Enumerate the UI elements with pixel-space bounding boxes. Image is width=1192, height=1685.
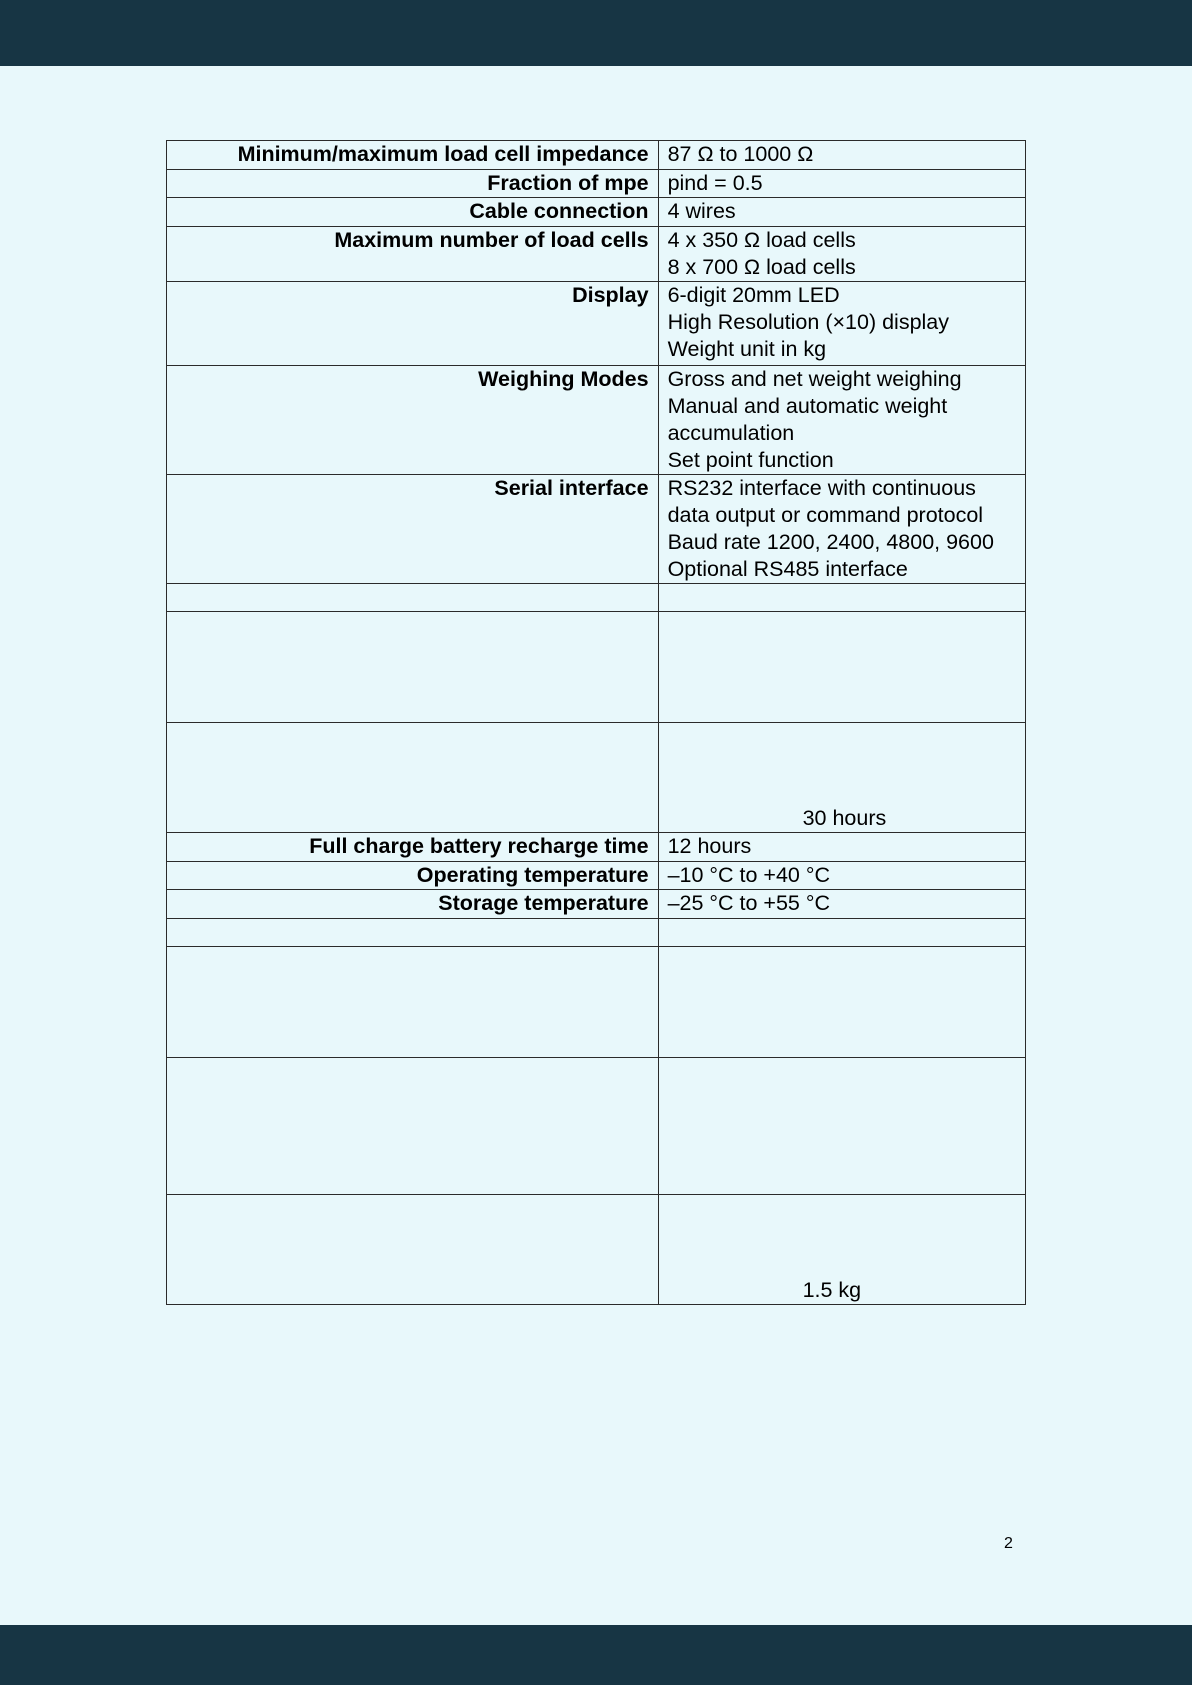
spec-value: pind = 0.5 <box>658 170 1025 198</box>
empty-cell <box>658 1058 1025 1195</box>
spec-label: Full charge battery recharge time <box>167 833 659 862</box>
spec-value: 87 Ω to 1000 Ω <box>658 141 1025 170</box>
spec-label: Storage temperature <box>167 890 659 919</box>
table-row <box>167 890 1026 919</box>
spec-label: Fraction of mpe <box>167 170 659 198</box>
footer-bar <box>0 1625 1192 1685</box>
value-line: Manual and automatic weight accumulation <box>667 394 948 445</box>
empty-cell <box>658 584 1025 612</box>
table-row <box>167 947 1026 1058</box>
table-row <box>167 282 1026 366</box>
spec-label: Weighing Modes <box>167 366 659 475</box>
table-row <box>167 475 1026 584</box>
empty-cell <box>658 612 1025 723</box>
table-row <box>167 919 1026 947</box>
value-line: Optional RS485 interface <box>667 557 908 581</box>
table-row <box>167 366 1026 475</box>
empty-cell <box>658 947 1025 1058</box>
value-line: High Resolution (×10) display <box>667 310 950 334</box>
spec-value <box>658 227 1025 282</box>
empty-cell <box>167 723 659 833</box>
value-line: 6-digit 20mm LED <box>667 283 840 307</box>
value-line: Set point function <box>667 448 834 472</box>
spec-label: Cable connection <box>167 198 659 227</box>
value-line: Baud rate 1200, 2400, 4800, 9600 <box>667 530 994 554</box>
table-row <box>167 833 1026 862</box>
spec-label: Serial interface <box>167 475 659 584</box>
table-row <box>167 1195 1026 1305</box>
empty-cell <box>167 1195 659 1305</box>
table-row <box>167 170 1026 198</box>
page-number: 2 <box>1004 1535 1013 1552</box>
spec-value <box>658 723 1025 833</box>
empty-cell <box>658 919 1025 947</box>
table-row <box>167 723 1026 833</box>
value-line: 1.5 kg <box>802 1278 862 1302</box>
empty-cell <box>167 1058 659 1195</box>
spec-value: 4 wires <box>658 198 1025 227</box>
table-row <box>167 612 1026 723</box>
empty-cell <box>167 612 659 723</box>
spec-value: –10 °C to +40 °C <box>658 862 1025 890</box>
empty-cell <box>167 919 659 947</box>
value-line: Gross and net weight weighing <box>667 367 962 391</box>
table-row <box>167 1058 1026 1195</box>
table-row <box>167 141 1026 170</box>
table-row <box>167 198 1026 227</box>
value-line: 30 hours <box>802 806 887 830</box>
value-line: 8 x 700 Ω load cells <box>667 255 856 279</box>
value-line: 4 x 350 Ω load cells <box>667 228 856 252</box>
value-line: Weight unit in kg <box>667 337 827 361</box>
empty-cell <box>167 947 659 1058</box>
spec-label: Minimum/maximum load cell impedance <box>167 141 659 170</box>
table-row <box>167 227 1026 282</box>
spec-value <box>658 1195 1025 1305</box>
spec-value: –25 °C to +55 °C <box>658 890 1025 919</box>
spec-value <box>658 366 1025 475</box>
table-row <box>167 584 1026 612</box>
empty-cell <box>167 584 659 612</box>
spec-value: 12 hours <box>658 833 1025 862</box>
table-row <box>167 862 1026 890</box>
spec-value <box>658 282 1025 366</box>
spec-value <box>658 475 1025 584</box>
spec-label: Maximum number of load cells <box>167 227 659 282</box>
value-line: RS232 interface with continuous data output or command protocol <box>667 476 984 527</box>
header-bar <box>0 0 1192 66</box>
spec-label: Operating temperature <box>167 862 659 890</box>
specifications-table <box>166 140 1026 1305</box>
spec-label: Display <box>167 282 659 366</box>
